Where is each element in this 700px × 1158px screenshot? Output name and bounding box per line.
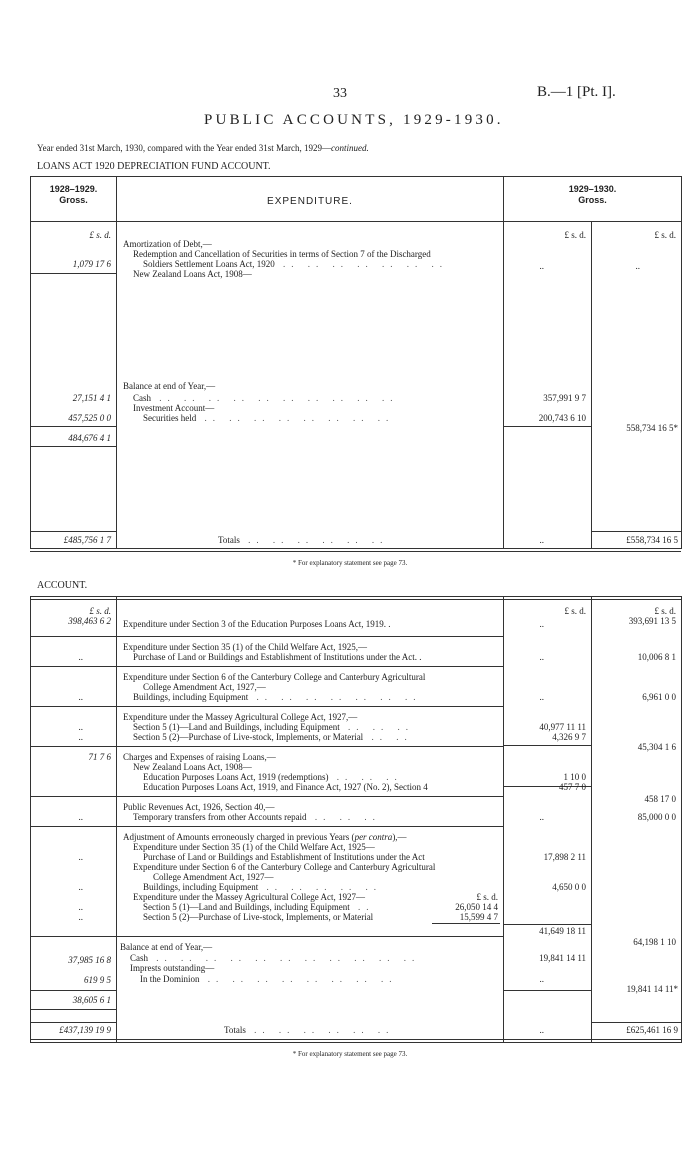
table2-bottom-rule-2 xyxy=(30,1042,681,1043)
t2-mid-sep-3 xyxy=(116,706,503,707)
table2-r8-row2: Cash .. .. .. .. .. .. .. .. .. .. .. xyxy=(130,953,421,963)
table2-r2-b: 10,006 8 1 xyxy=(637,652,676,662)
table1-totals-prev: £485,756 1 7 xyxy=(63,535,111,545)
t2-mid-sep-1 xyxy=(116,636,503,637)
table1-totals-b-rule xyxy=(591,531,681,532)
table1-curr-year-label: 1929–1930. xyxy=(568,184,617,194)
account2-label: ACCOUNT. xyxy=(37,580,88,591)
table1-cash-a: 357,991 9 7 xyxy=(543,393,586,403)
table2-r3-a: .. xyxy=(539,692,544,702)
table2-r2-text2: Purchase of Land or Buildings and Establishment of Institutions under the Act. . xyxy=(133,652,422,662)
table1-cash-label: Cash xyxy=(133,393,151,403)
table2-r5-prev: 71 7 6 xyxy=(88,752,111,762)
table1-totals-row: Totals .. .. .. .. .. .. xyxy=(218,535,389,545)
table1-a-subrule xyxy=(503,426,591,427)
t2-mid-sep-6 xyxy=(116,826,503,827)
table2-r7-prev3: .. xyxy=(78,902,83,912)
table1-divider-prev xyxy=(116,176,117,549)
table2-r7-text4: Expenditure under Section 6 of the Canterbury College and Canterbury Agricultural xyxy=(133,862,436,872)
table2-r8-row4: In the Dominion .. .. .. .. .. .. .. .. xyxy=(140,974,398,984)
t2-mid-sep-7 xyxy=(116,936,503,937)
t2-prev-sep-2 xyxy=(30,666,116,667)
table2-r8-text2: Cash xyxy=(130,953,148,963)
t2-prev-sep-8 xyxy=(30,990,116,991)
table1-prev-subrule xyxy=(30,273,116,274)
table2-r6-text1: Public Revenues Act, 1926, Section 40,— xyxy=(123,802,275,812)
table1-balance-total-b: 558,734 16 5* xyxy=(626,423,678,433)
t2-mid-sep-4 xyxy=(116,746,503,747)
table2-r6-a: .. xyxy=(539,812,544,822)
table1-securities-label: Securities held xyxy=(143,413,197,423)
table1-prev-year-head xyxy=(31,184,116,206)
t2-prev-sep-3 xyxy=(30,706,116,707)
t2-prev-sep-1 xyxy=(30,636,116,637)
subtitle xyxy=(37,143,369,153)
t2-inner-rule xyxy=(432,923,500,924)
table2-r6-prev: .. xyxy=(78,812,83,822)
table2-bottom-rule xyxy=(30,1039,681,1040)
table2-r7-text9: Section 5 (2)—Purchase of Live-stock, Implements, or Material xyxy=(143,912,374,922)
table2-r1-prev: 398,463 6 2 xyxy=(68,616,111,626)
table1-bottom-rule-2 xyxy=(30,551,681,552)
t2-totals-b-rule xyxy=(591,1022,681,1023)
table1-totals-label: Totals xyxy=(218,535,240,545)
table2-r7-prev4: .. xyxy=(78,912,83,922)
table2-totals-a: .. xyxy=(539,1025,544,1035)
table1-totals-a: .. xyxy=(539,535,544,545)
t2-prev-sep-5 xyxy=(30,796,116,797)
table2-r3-prev: .. xyxy=(78,692,83,702)
table1-top-rule xyxy=(30,176,681,177)
document-reference: B.—1 [Pt. I]. xyxy=(537,84,616,100)
table2-r3-text3: Buildings, including Equipment xyxy=(133,692,249,702)
table1-cash-row: Cash .. .. .. .. .. .. .. .. .. .. xyxy=(133,393,399,403)
table1-balance-prev-total: 484,676 4 1 xyxy=(68,433,111,443)
table2-r2-a: .. xyxy=(539,652,544,662)
table2-divider-prev xyxy=(116,596,117,1043)
table2-r5-text1: Charges and Expenses of raising Loans,— xyxy=(123,752,276,762)
table1-balance-heading: Balance at end of Year,— xyxy=(123,381,216,391)
table1-invest-label: Investment Account— xyxy=(133,403,215,413)
table1-header-rule xyxy=(30,221,681,222)
table2-r4-a1: 40,977 11 11 xyxy=(539,722,586,732)
table2-r5-a2: 457 7 0 xyxy=(559,782,586,792)
table2-r5-text3: Education Purposes Loans Act, 1919 (redemptions) xyxy=(143,772,329,782)
table2-totals-label: Totals xyxy=(224,1025,246,1035)
t2-prev-sep-6 xyxy=(30,826,116,827)
table2-r4-text2: Section 5 (1)—Land and Buildings, including Equipment xyxy=(133,722,340,732)
table2-units-prev: £ s. d. xyxy=(89,606,111,616)
table1-securities-prev: 457,525 0 0 xyxy=(68,413,111,423)
table2-r7-text1 xyxy=(123,832,407,842)
table2-r8-text1: Balance at end of Year,— xyxy=(120,942,213,952)
table2-r7-text1c: ),— xyxy=(392,832,407,842)
table2-r8-text4: In the Dominion xyxy=(140,974,200,984)
table2-top-rule xyxy=(30,596,681,597)
subtitle-continued: continued. xyxy=(331,143,369,153)
table1-units-a: £ s. d. xyxy=(564,230,586,240)
page-number: 33 xyxy=(333,86,347,101)
table2-r7-text1a: Adjustment of Amounts erroneously charged in previous Years ( xyxy=(123,832,355,842)
table2-r8-b: 19,841 14 11* xyxy=(626,984,678,994)
table2-r7-text6: Buildings, including Equipment xyxy=(143,882,259,892)
table1-prev-subrule-3 xyxy=(30,446,116,447)
table2-r7-inner2: 15,599 4 7 xyxy=(459,912,498,922)
table1-amort-a: .. xyxy=(539,261,544,271)
table2-r7-units: £ s. d. xyxy=(476,892,498,902)
table2-r3-text1: Expenditure under Section 6 of the Canterbury College and Canterbury Agricultural xyxy=(123,672,426,682)
table2-r5-a1: 1 10 0 xyxy=(563,772,586,782)
table1-prev-subrule-2 xyxy=(30,426,116,427)
table2-r1-a: .. xyxy=(539,619,544,629)
table2-r7-text5: College Amendment Act, 1927— xyxy=(153,872,274,882)
table1-securities-a: 200,743 6 10 xyxy=(538,413,586,423)
table2-r7-text2: Expenditure under Section 35 (1) of the Child Welfare Act, 1925— xyxy=(133,842,375,852)
table2-r5-text2: New Zealand Loans Act, 1908— xyxy=(133,762,252,772)
page-title: PUBLIC ACCOUNTS, 1929-1930. xyxy=(204,112,504,128)
table2-r7-text3: Purchase of Land or Buildings and Establishment of Institutions under the Act xyxy=(143,852,425,862)
table2-r7-text8: Section 5 (1)—Land and Buildings, including Equipment xyxy=(143,902,350,912)
t2-a-sep-4 xyxy=(503,990,591,991)
table1-cash-prev: 27,151 4 1 xyxy=(72,393,111,403)
table2-r4-text3: Section 5 (2)—Purchase of Live-stock, Implements, or Material xyxy=(133,732,364,742)
table2-r6-b: 85,000 0 0 xyxy=(637,812,676,822)
table2-r5-row3: Education Purposes Loans Act, 1919 (redemptions) .. .. .. xyxy=(143,772,403,782)
table2-r7-inner1: 26,050 14 4 xyxy=(455,902,498,912)
table2-r4-b: 45,304 1 6 xyxy=(637,742,676,752)
table2-top-rule-2 xyxy=(30,599,681,600)
table1-amort-b: .. xyxy=(635,261,640,271)
table1-amort-heading: Amortization of Debt,— xyxy=(123,239,212,249)
t2-prev-sep-9 xyxy=(30,1009,116,1010)
table2-r4-row2: Section 5 (1)—Land and Buildings, including Equipment .. .. .. xyxy=(133,722,414,732)
table2-r4-row3: Section 5 (2)—Purchase of Live-stock, Implements, or Material .. .. xyxy=(133,732,413,742)
t2-mid-sep-5 xyxy=(116,796,503,797)
table2-r8-a1: 19,841 14 11 xyxy=(539,953,586,963)
table2-r7-text7: Expenditure under the Massey Agricultural College Act, 1927— xyxy=(133,892,365,902)
table2-totals-prev: £437,139 19 9 xyxy=(59,1025,111,1035)
table2-r2-prev: .. xyxy=(78,652,83,662)
table2-units-b: £ s. d. xyxy=(654,606,676,616)
table2-r8-prev-total: 38,605 6 1 xyxy=(72,995,111,1005)
subtitle-text: Year ended 31st March, 1930, compared with the Year ended 31st March, 1929— xyxy=(37,143,332,153)
table1-curr-year-head xyxy=(504,184,681,206)
table2-r7-per-contra: per contra xyxy=(354,832,393,842)
t2-a-sep-3 xyxy=(503,924,591,925)
table1-right-border xyxy=(681,176,682,549)
table1-securities-row: Securities held .. .. .. .. .. .. .. .. xyxy=(143,413,395,423)
table2-r7-row6: Buildings, including Equipment .. .. .. .. .. xyxy=(143,882,382,892)
table2-r3-row: Buildings, including Equipment .. .. .. .. .. .. .. xyxy=(133,692,422,702)
table1-amort-line3: New Zealand Loans Act, 1908— xyxy=(133,269,252,279)
table2-r4-prev2: .. xyxy=(78,732,83,742)
table1-prev-gross-label: Gross. xyxy=(59,195,88,205)
t2-prev-sep-7 xyxy=(30,936,116,937)
table2-r1-b: 393,691 13 5 xyxy=(628,616,676,626)
table2-r6-text2: Temporary transfers from other Accounts repaid xyxy=(133,812,307,822)
table2-r7-row8: Section 5 (1)—Land and Buildings, including Equipment .. xyxy=(143,902,375,912)
table1-bottom-rule xyxy=(30,548,681,549)
table2-r8-prev1: 37,985 16 8 xyxy=(68,955,111,965)
t2-prev-sep-10 xyxy=(30,1022,116,1023)
t2-mid-sep-2 xyxy=(116,666,503,667)
table1-units-prev: £ s. d. xyxy=(89,230,111,240)
table1-totals-b: £558,734 16 5 xyxy=(626,535,678,545)
table2-r7-a2: 4,650 0 0 xyxy=(552,882,586,892)
table2-r8-prev2: 619 9 5 xyxy=(84,975,111,985)
table1-totals-prev-rule xyxy=(30,531,116,532)
table2-r5-text4: Education Purposes Loans Act, 1919, and Finance Act, 1927 (No. 2), Section 4 xyxy=(143,782,428,792)
table2-r4-text1: Expenditure under the Massey Agricultural College Act, 1927,— xyxy=(123,712,358,722)
table2-totals-row: Totals .. .. .. .. .. .. xyxy=(224,1025,395,1035)
table2-r3-text2: College Amendment Act, 1927,— xyxy=(143,682,266,692)
table1-curr-gross-label: Gross. xyxy=(578,195,607,205)
table2-r8-text3: Imprests outstanding— xyxy=(130,963,215,973)
table2-r5-b: 458 17 0 xyxy=(644,794,676,804)
table2-r8-a2: .. xyxy=(539,974,544,984)
table1-prev-year-label: 1928–1929. xyxy=(49,184,98,194)
table1-footnote: * For explanatory statement see page 73. xyxy=(292,559,408,567)
table2-r7-a1: 17,898 2 11 xyxy=(543,852,586,862)
table2-r7-prev2: .. xyxy=(78,882,83,892)
table2-footnote: * For explanatory statement see page 73. xyxy=(292,1050,408,1058)
table2-r2-text1: Expenditure under Section 35 (1) of the Child Welfare Act, 1925,— xyxy=(123,642,368,652)
table2-r3-b: 6,961 0 0 xyxy=(642,692,676,702)
t2-a-sep-1 xyxy=(503,745,591,746)
table1-units-b: £ s. d. xyxy=(654,230,676,240)
table1-amort-line2: Soldiers Settlement Loans Act, 1920 .. .. .. .. .. .. .. xyxy=(143,259,448,269)
account-name: LOANS ACT 1920 DEPRECIATION FUND ACCOUNT. xyxy=(37,161,271,172)
table2-r6-row2: Temporary transfers from other Accounts repaid .. .. .. xyxy=(133,812,381,822)
table2-totals-b: £625,461 16 9 xyxy=(626,1025,678,1035)
table1-amort-prev: 1,079 17 6 xyxy=(72,259,111,269)
table1-amort-line1: Redemption and Cancellation of Securities in terms of Section 7 of the Discharged xyxy=(133,249,431,259)
table2-r1-text: Expenditure under Section 3 of the Education Purposes Loans Act, 1919. . xyxy=(123,619,391,629)
table2-r7-prev1: .. xyxy=(78,852,83,862)
t2-prev-sep-4 xyxy=(30,746,116,747)
table2-units-a: £ s. d. xyxy=(564,606,586,616)
table2-r4-prev1: .. xyxy=(78,722,83,732)
table2-r7-b: 64,198 1 10 xyxy=(633,937,676,947)
table2-r4-a2: 4,326 9 7 xyxy=(552,732,586,742)
table1-expenditure-head: EXPENDITURE. xyxy=(267,196,353,207)
table2-right-border xyxy=(681,596,682,1043)
table1-amort-line2-text: Soldiers Settlement Loans Act, 1920 xyxy=(143,259,275,269)
table2-r7-a3: 41,649 18 11 xyxy=(539,926,586,936)
